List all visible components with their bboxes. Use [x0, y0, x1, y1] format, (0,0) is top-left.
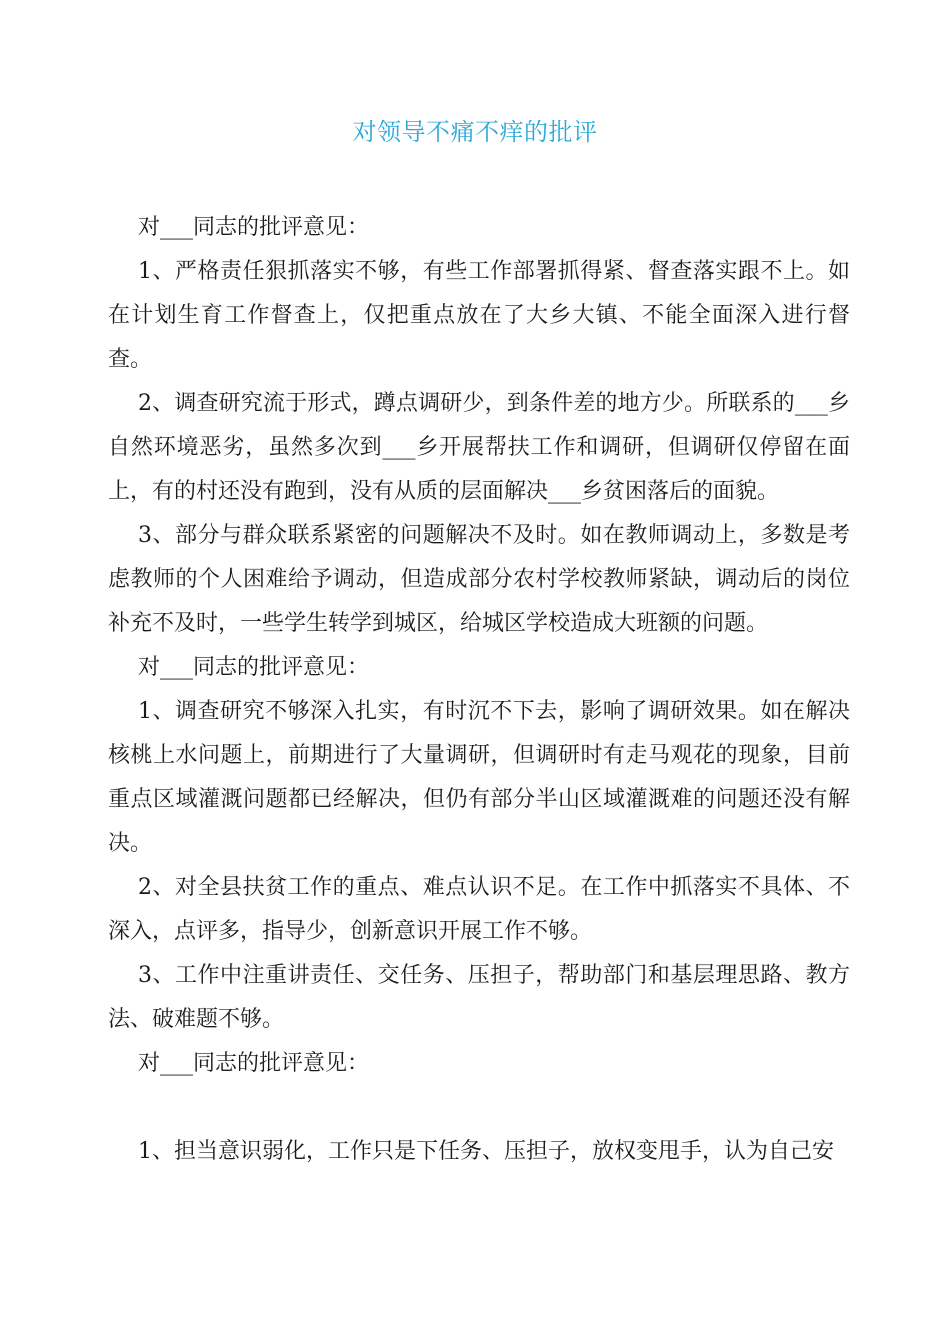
paragraph-2-1: 1、调查研究不够深入扎实，有时沉不下去，影响了调研效果。如在解决核桃上水问题上，前期进行了大量调研，但调研时有走马观花的现象，目前重点区域灌溉问题都已经解决，但仍有部分半山区域灌溉难的问题还没有解决。 — [108, 699, 850, 856]
document-body — [108, 206, 850, 1174]
paragraph-1-1: 1、严格责任狠抓落实不够，有些工作部署抓得紧、督查落实跟不上。如在计划生育工作督查上，仅把重点放在了大乡大镇、不能全面深入进行督查。 — [108, 259, 850, 372]
section-heading-2: 对___同志的批评意见： — [138, 655, 370, 680]
paragraph-2-2: 2、对全县扶贫工作的重点、难点认识不足。在工作中抓落实不具体、不深入，点评多，指导少，创新意识开展工作不够。 — [108, 875, 850, 944]
section-heading-1: 对___同志的批评意见： — [138, 215, 370, 240]
paragraph-3-1: 1、担当意识弱化，工作只是下任务、压担子，放权变甩手，认为自己安 — [138, 1139, 834, 1164]
document-title: 对领导不痛不痒的批评 — [352, 118, 598, 146]
paragraph-1-3: 3、部分与群众联系紧密的问题解决不及时。如在教师调动上，多数是考虑教师的个人困难给予调动，但造成部分农村学校教师紧缺，调动后的岗位补充不及时，一些学生转学到城区，给城区学校造成大班额的问题。 — [108, 523, 850, 636]
section-heading-3: 对___同志的批评意见： — [138, 1051, 370, 1076]
paragraph-1-2: 2、调查研究流于形式，蹲点调研少，到条件差的地方少。所联系的___乡自然环境恶劣，虽然多次到___乡开展帮扶工作和调研，但调研仅停留在面上，有的村还没有跑到，没有从质的层面解决___乡贫困落后的面貌。 — [108, 391, 850, 504]
paragraph-2-3: 3、工作中注重讲责任、交任务、压担子，帮助部门和基层理思路、教方法、破难题不够。 — [108, 963, 850, 1032]
